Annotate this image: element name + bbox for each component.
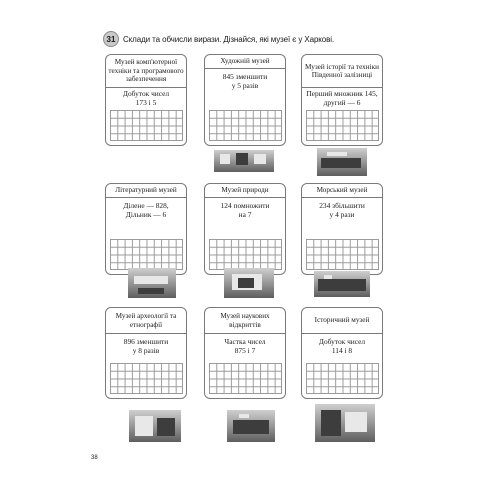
card-task-line: 114 і 8	[331, 346, 353, 355]
card-task-line: Перший множник 145, другий — 6	[306, 89, 378, 107]
photo-railway-museum	[317, 148, 367, 176]
task-header	[103, 31, 334, 47]
answer-grid[interactable]	[110, 363, 183, 394]
card-task-line: у 4 рази	[329, 210, 355, 219]
answer-grid[interactable]	[209, 363, 282, 394]
card-task-line: Частка чисел	[224, 337, 266, 347]
answer-grid[interactable]	[110, 110, 183, 141]
photo-maritime-museum	[314, 271, 370, 297]
photo-art-museum	[214, 150, 274, 172]
card-task-line: 234 збільшити	[319, 201, 365, 211]
card-title: Художній музей	[205, 55, 285, 69]
card-computer-museum	[105, 54, 187, 146]
task-number-badge: 31	[103, 31, 119, 47]
card-task-line: у 8 разів	[132, 346, 160, 355]
card-task	[106, 88, 186, 110]
card-title: Музей археології та етнографії	[106, 308, 186, 334]
photo-science-museum	[227, 410, 275, 442]
card-task-line: на 7	[238, 210, 252, 219]
photo-nature-museum	[224, 268, 274, 298]
answer-grid[interactable]	[209, 110, 282, 141]
card-task	[106, 334, 186, 360]
photo-archaeology-museum	[129, 410, 181, 442]
card-title: Музей історії та техніки Південної залізниці	[302, 55, 382, 88]
card-task-line: Добуток чисел	[318, 337, 366, 347]
card-task-line: 124 помножити	[220, 201, 270, 211]
task-instruction: Склади та обчисли вирази. Дізнайся, які музеї є у Харкові.	[123, 34, 335, 44]
answer-grid[interactable]	[306, 110, 379, 141]
card-task	[106, 198, 186, 224]
card-title: Музей наукових відкриттів	[205, 308, 285, 334]
card-title: Літературний музей	[106, 184, 186, 198]
card-task-line: 896 зменшити	[123, 337, 169, 347]
card-nature-museum	[204, 183, 286, 275]
card-task	[302, 198, 382, 224]
answer-grid[interactable]	[306, 363, 379, 394]
photo-literary-museum	[128, 268, 176, 298]
photo-history-museum	[315, 404, 375, 442]
card-title: Музей природи	[205, 184, 285, 198]
card-task	[205, 334, 285, 360]
card-title: Музей комп'ютерної техніки та програмового забезпечення	[106, 55, 186, 88]
card-task-line: 173 і 5	[135, 98, 157, 107]
card-archaeology-museum	[105, 307, 187, 399]
card-maritime-museum	[301, 183, 383, 275]
card-task-line: Дільник — 6	[125, 210, 167, 219]
card-task	[205, 198, 285, 224]
card-art-museum	[204, 54, 286, 146]
answer-grid[interactable]	[110, 239, 183, 270]
answer-grid[interactable]	[306, 239, 379, 270]
card-task-line: Ділене — 828,	[123, 201, 169, 211]
card-task-line: у 5 разів	[231, 81, 259, 90]
card-title: Історичний музей	[302, 308, 382, 334]
card-task-line: 845 зменшити	[222, 72, 268, 82]
card-title: Морський музей	[302, 184, 382, 198]
card-task	[302, 88, 382, 110]
page-number: 38	[91, 455, 98, 461]
card-task-line: 875 і 7	[234, 346, 256, 355]
card-railway-museum	[301, 54, 383, 146]
card-task-line: Добуток чисел	[122, 89, 170, 99]
card-task	[205, 69, 285, 95]
answer-grid[interactable]	[209, 239, 282, 270]
card-science-museum	[204, 307, 286, 399]
card-literary-museum	[105, 183, 187, 275]
card-task	[302, 334, 382, 360]
card-history-museum	[301, 307, 383, 399]
